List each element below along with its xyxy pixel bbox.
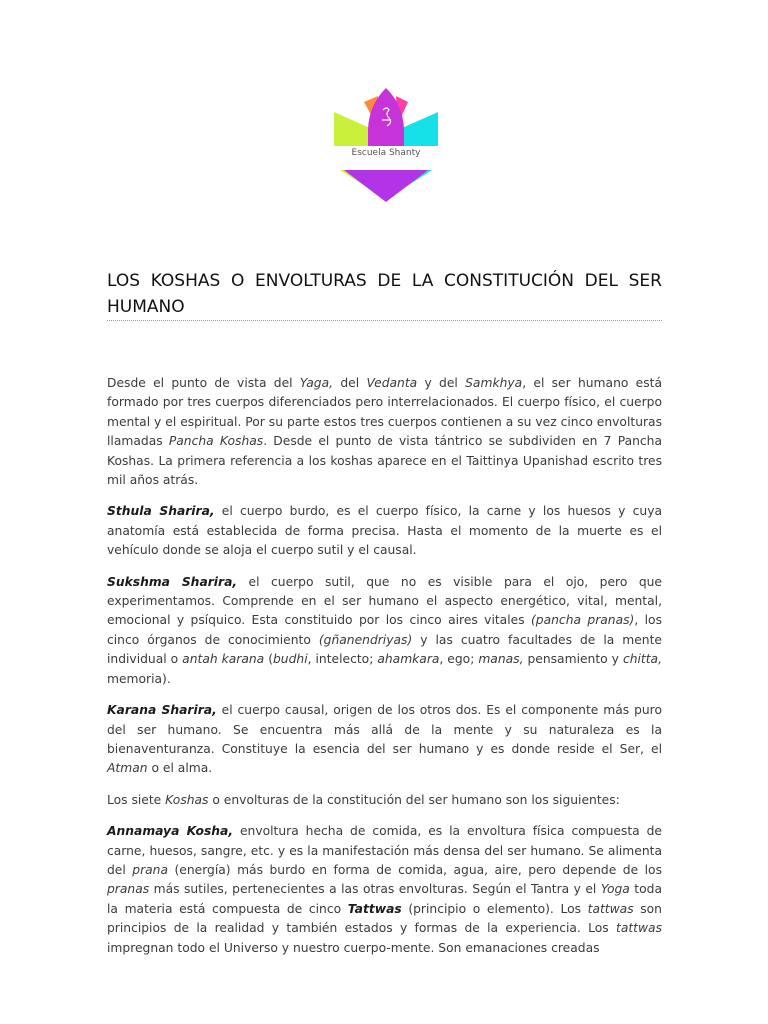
- term-atman: Atman: [107, 761, 148, 776]
- center-petal: [368, 88, 404, 146]
- sthula-paragraph: [107, 502, 662, 560]
- karana-paragraph: [107, 701, 662, 779]
- cyan-petal-right: [402, 112, 438, 146]
- term-yaga: Yaga,: [299, 376, 334, 390]
- text-run: envoltura hecha de comida, es la envoltura física compuesta de carne, huesos, sangre, etc. y es la manifestación más densa del ser humano. Se alimenta del: [107, 824, 662, 877]
- text-run: Los siete: [107, 792, 166, 807]
- text-run: , intelecto;: [307, 652, 378, 667]
- text-run: memoria).: [107, 671, 171, 686]
- term-samkhya: Samkhya: [465, 376, 523, 390]
- text-run: o envolturas de la constitución del ser humano son los siguientes:: [208, 792, 620, 807]
- escuela-shanty-logo: [330, 88, 442, 206]
- annamaya-paragraph: [107, 822, 662, 958]
- text-run: y del: [417, 376, 466, 390]
- siete-koshas-paragraph: [107, 791, 662, 810]
- text-run: (: [264, 652, 273, 667]
- term-tattwas-bold: Tattwas: [347, 901, 402, 916]
- lime-petal-left: [334, 112, 370, 146]
- term-koshas: Koshas: [165, 792, 209, 807]
- document-title: [107, 268, 662, 320]
- text-run: toda la materia está compuesta de cinco: [107, 882, 662, 916]
- text-run: , los cinco órganos de conocimiento: [107, 613, 662, 647]
- text-run: son principios de la realidad y también estados y formas de la experiencia. Los: [107, 901, 662, 936]
- term-budhi: budhi: [273, 652, 308, 667]
- logo-text: Escuela Shanty: [351, 148, 421, 158]
- term-yoga: Yoga: [600, 882, 630, 897]
- term-sukshma-sharira: Sukshma Sharira,: [107, 574, 238, 589]
- text-run: , el ser humano está formado por tres cuerpos diferenciados pero interrelacionados. El cuerpo físico, el cuerpo mental y el espiritual. Por su parte estos tres cuerpos contienen a su vez cinco envolturas llamadas: [107, 376, 663, 449]
- text-run: (energía) más burdo en forma de comida, agua, aire, pero depende de los: [168, 862, 662, 877]
- title-line-1: LOS KOSHAS O ENVOLTURAS DE LA CONSTITUCIÓN DEL SER: [107, 271, 662, 291]
- term-annamaya-kosha: Annamaya Kosha,: [107, 824, 234, 839]
- intro-paragraph: [107, 374, 662, 490]
- term-pranas: pranas: [107, 882, 150, 897]
- document-body: [107, 374, 662, 970]
- text-run: (principio o elemento). Los: [401, 901, 588, 916]
- title-divider: [107, 320, 662, 321]
- term-pancha-koshas: Pancha Koshas: [168, 434, 264, 449]
- text-run: pensamiento y: [523, 652, 623, 667]
- term-ahamkara: ahamkara: [377, 652, 440, 667]
- term-antah-karana: antah karana: [182, 652, 265, 667]
- term-gnanendriyas: (gñanendriyas): [318, 632, 413, 647]
- term-tattwas: tattwas: [587, 901, 634, 916]
- lotus-logo-icon: [330, 88, 442, 206]
- term-karana-sharira: Karana Sharira,: [107, 703, 217, 718]
- text-run: del: [333, 376, 367, 390]
- text-run: , ego;: [439, 652, 479, 667]
- text-run: el cuerpo sutil, que no es visible para el ojo, pero que experimentamos. Comprende en el ser humano el aspecto energético, vital, mental, emocional y psíquico. Esta constituido por los cinco aires vitales: [107, 574, 663, 628]
- term-sthula-sharira: Sthula Sharira,: [107, 504, 215, 519]
- text-run: o el alma.: [147, 761, 213, 776]
- text-run: y las cuatro facultades de la mente individual o: [107, 632, 662, 667]
- term-prana: prana: [132, 862, 168, 877]
- violet-base-petal: [344, 170, 428, 202]
- text-run: más sutiles, pertenecientes a las otras envolturas. Según el Tantra y el: [149, 882, 601, 897]
- text-run: el cuerpo burdo, es el cuerpo físico, la carne y los huesos y cuya anatomía está establecida de forma precisa. Hasta el momento de la muerte es el vehículo donde se aloja el cuerpo sutil y el causal.: [107, 504, 663, 558]
- text-run: Desde el punto de vista del: [107, 376, 300, 390]
- sukshma-paragraph: [107, 573, 662, 689]
- term-chitta: chitta,: [622, 652, 662, 667]
- term-vedanta: Vedanta: [366, 376, 418, 390]
- term-manas: manas,: [478, 652, 524, 667]
- term-tattwas: tattwas: [616, 921, 662, 936]
- text-run: el cuerpo causal, origen de los otros dos. Es el componente más puro del ser humano. Se encuentra más allá de la mente y su naturaleza es la bienaventuranza. Constituye la esencia del ser humano y es donde reside el Ser, el: [107, 703, 662, 756]
- term-pancha-pranas: (pancha pranas): [531, 613, 635, 628]
- text-run: . Desde el punto de vista tántrico se subdividen en 7 Pancha Koshas. La primera referencia a los koshas aparece en el Taittinya Upanishad escrito tres mil años atrás.: [107, 434, 662, 488]
- text-run: impregnan todo el Universo y nuestro cuerpo-mente. Son emanaciones creadas: [107, 940, 600, 955]
- title-line-2: HUMANO: [107, 297, 185, 317]
